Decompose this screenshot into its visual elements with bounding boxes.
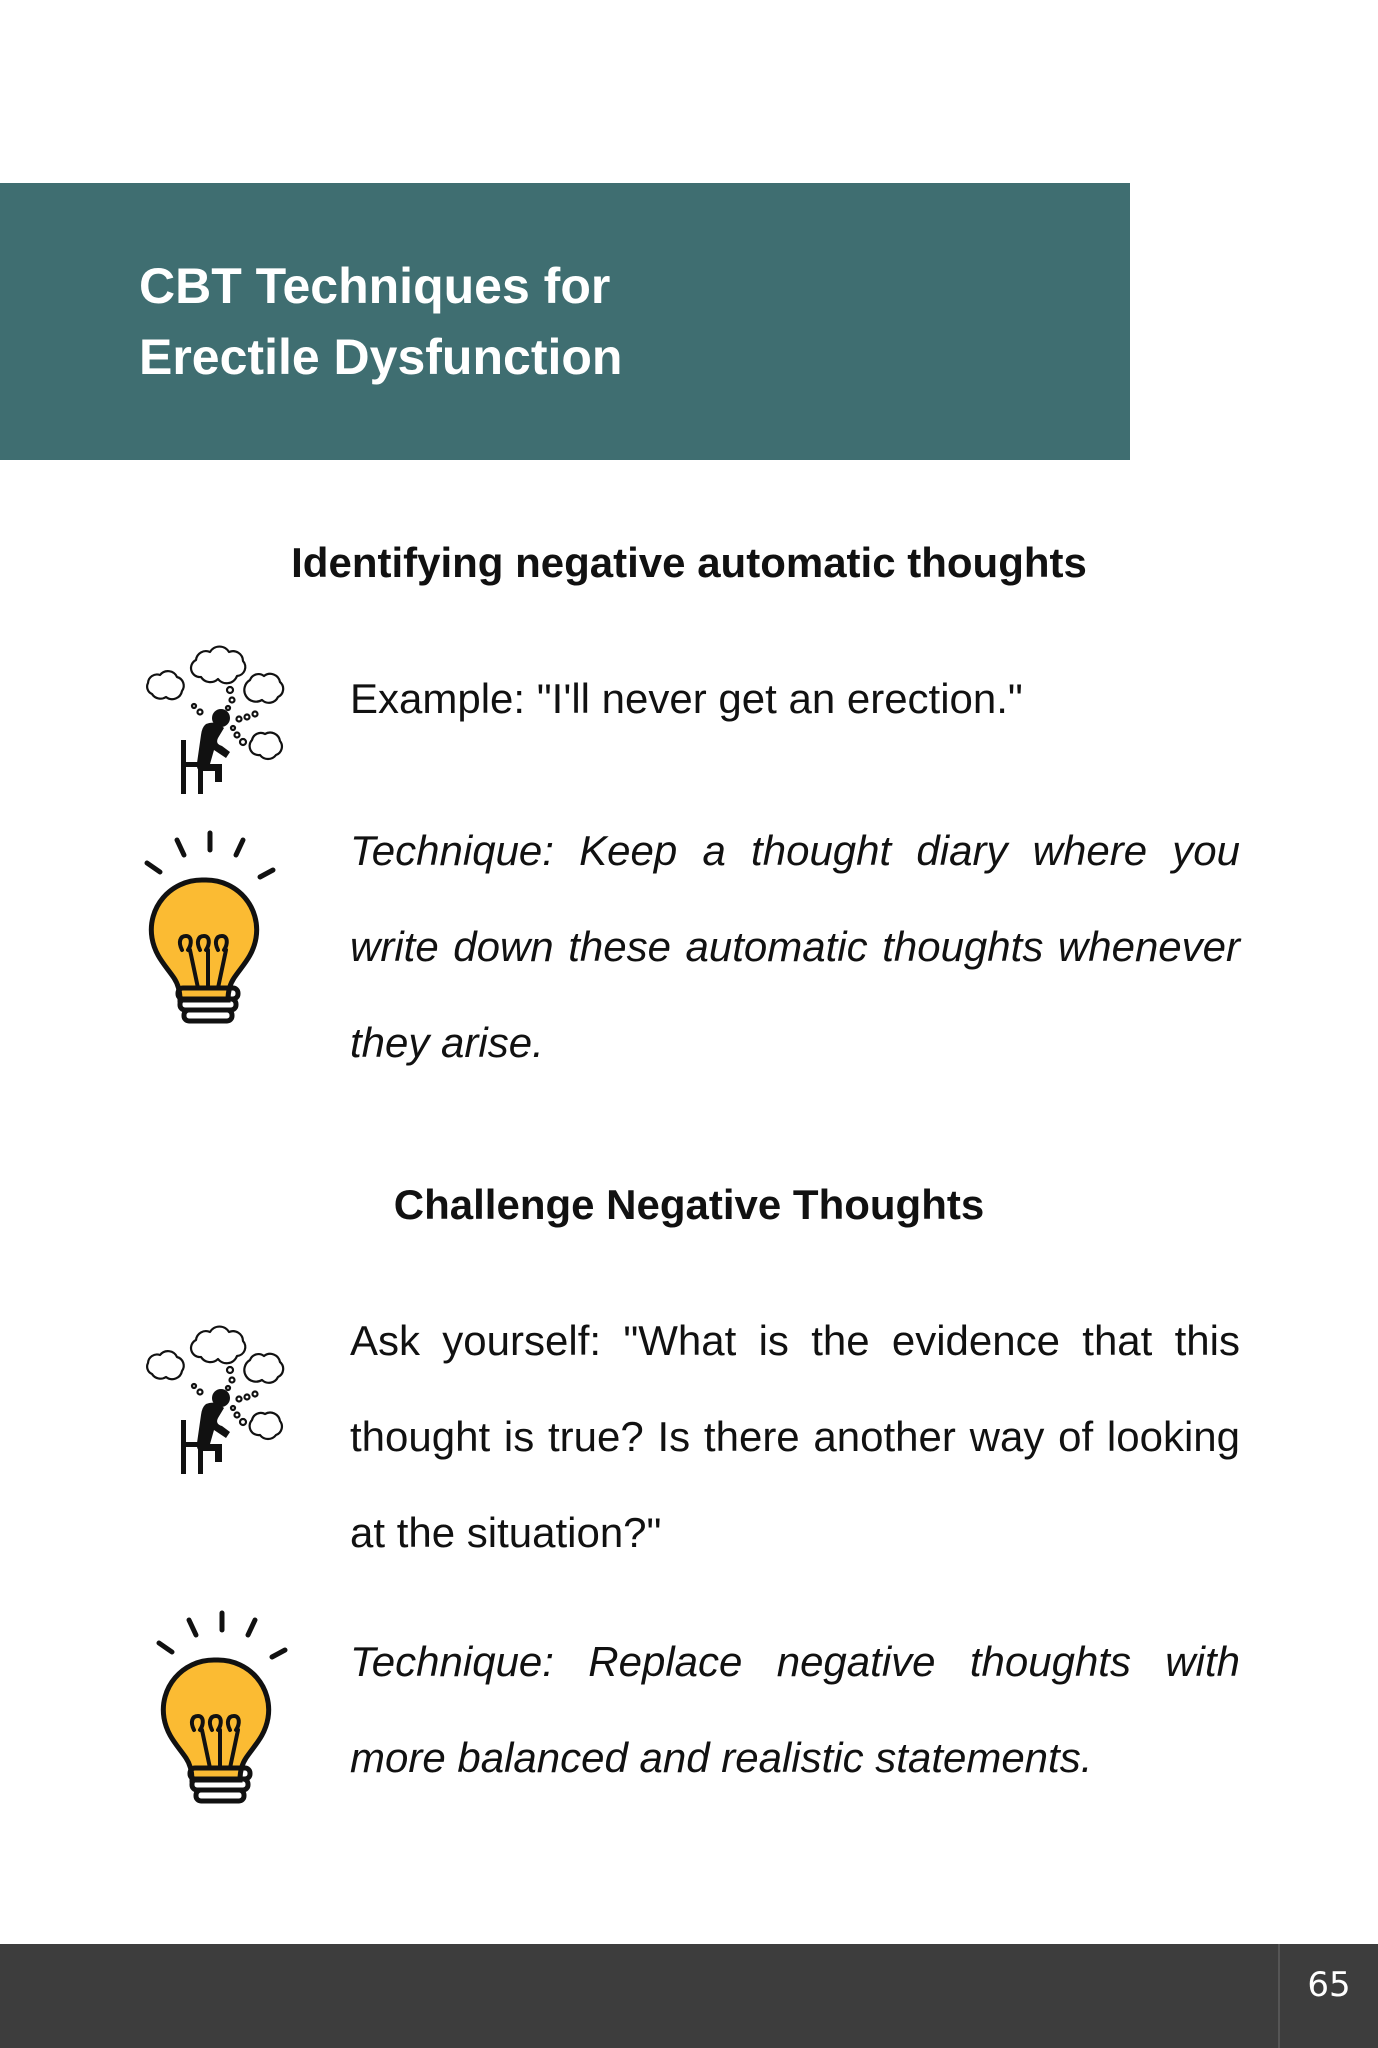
thinking-person-icon (142, 638, 302, 798)
example-text-1: Example: "I'll never get an erection." (350, 675, 1023, 722)
page-number-box (1278, 1944, 1378, 2048)
page-number: 65 (1307, 1965, 1351, 2005)
technique-text-2: Technique: Replace negative thoughts with more balanced and realistic statements. (350, 1638, 1240, 1781)
thinking-person-icon (142, 1318, 302, 1478)
page-title-line-2: Erectile Dysfunction (139, 329, 623, 385)
section-heading-identifying: Identifying negative automatic thoughts (291, 539, 1087, 586)
page-title (139, 251, 622, 393)
lightbulb-icon (142, 828, 278, 1028)
page-title-line-1: CBT Techniques for (139, 258, 611, 314)
lightbulb-icon (154, 1608, 290, 1808)
footer-bar (0, 1944, 1378, 2048)
title-banner (0, 183, 1130, 460)
technique-text-1: Technique: Keep a thought diary where you write down these automatic thoughts whenever they arise. (350, 827, 1240, 1066)
section-heading-challenge: Challenge Negative Thoughts (393, 1181, 985, 1228)
example-text-2: Ask yourself: "What is the evidence that this thought is true? Is there another way of looking at the situation?" (350, 1317, 1240, 1556)
